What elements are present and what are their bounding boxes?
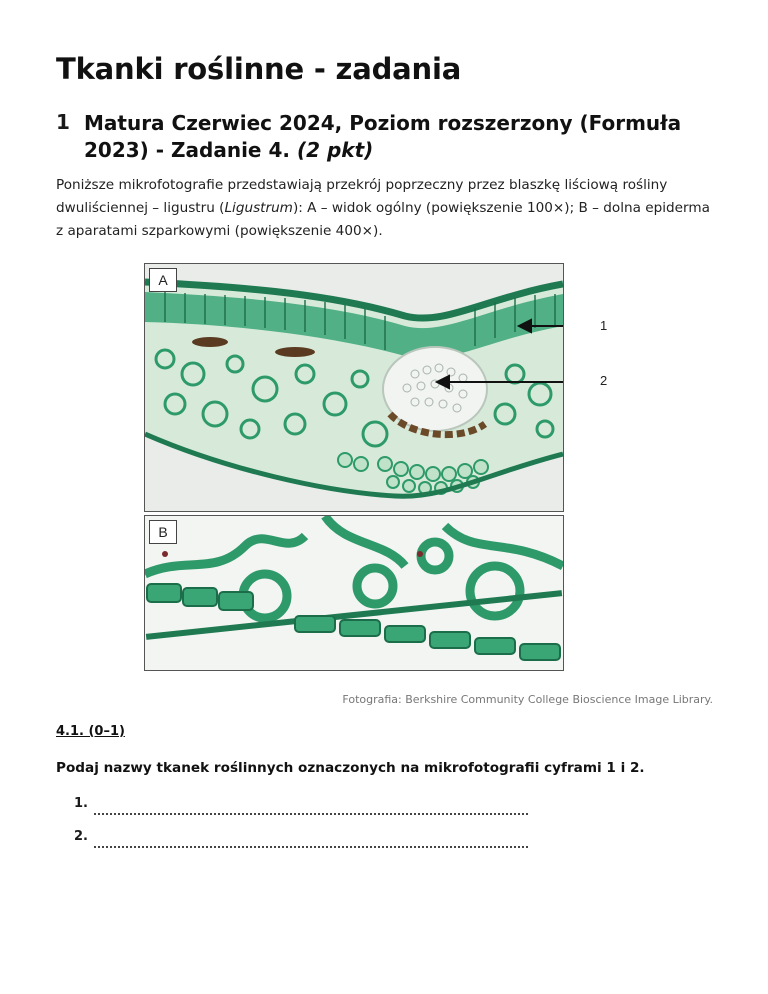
question-points: (2 pkt) — [296, 138, 374, 162]
intro-text-1: Poniższe mikrofotografie przedstawiają przekrój poprzeczny przez blaszkę liściową rośliny dwuliściennej – ligustru ( — [56, 177, 668, 216]
callout-1: 1 — [600, 318, 608, 333]
intro-text-2: ): A – widok ogólny (powiększenie 100×); B – dolna epiderma z aparatami szparkowymi (powiększenie 400×). — [56, 200, 710, 239]
question-intro — [56, 174, 716, 243]
intro-species: Ligustrum — [224, 200, 293, 216]
question-heading-text: Matura Czerwiec 2024, Poziom rozszerzony (Formuła 2023) - Zadanie 4. — [84, 111, 682, 162]
callout-2: 2 — [600, 373, 608, 388]
micrograph-panel-b — [144, 515, 564, 671]
answer-number: 2. — [74, 829, 88, 844]
epidermis-stomata-image — [145, 516, 563, 670]
answer-number: 1. — [74, 796, 88, 811]
subquestion-instruction: Podaj nazwy tkanek roślinnych oznaczonych na mikrofotografii cyframi 1 i 2. — [56, 760, 645, 776]
answer-row — [74, 796, 534, 829]
page-title: Tkanki roślinne - zadania — [56, 52, 462, 86]
photo-credit: Fotografia: Berkshire Community College Bioscience Image Library. — [342, 693, 713, 706]
answer-row — [74, 829, 534, 862]
leaf-cross-section-image — [145, 264, 563, 511]
question-number: 1 — [56, 110, 70, 134]
panel-a-label: A — [149, 268, 177, 292]
answer-line-2[interactable] — [94, 846, 528, 848]
micrograph-panel-a — [144, 263, 564, 512]
answer-line-1[interactable] — [94, 813, 528, 815]
subquestion-label: 4.1. (0–1) — [56, 724, 125, 739]
answer-list — [74, 796, 534, 862]
panel-b-label: B — [149, 520, 177, 544]
question-heading — [84, 110, 704, 164]
